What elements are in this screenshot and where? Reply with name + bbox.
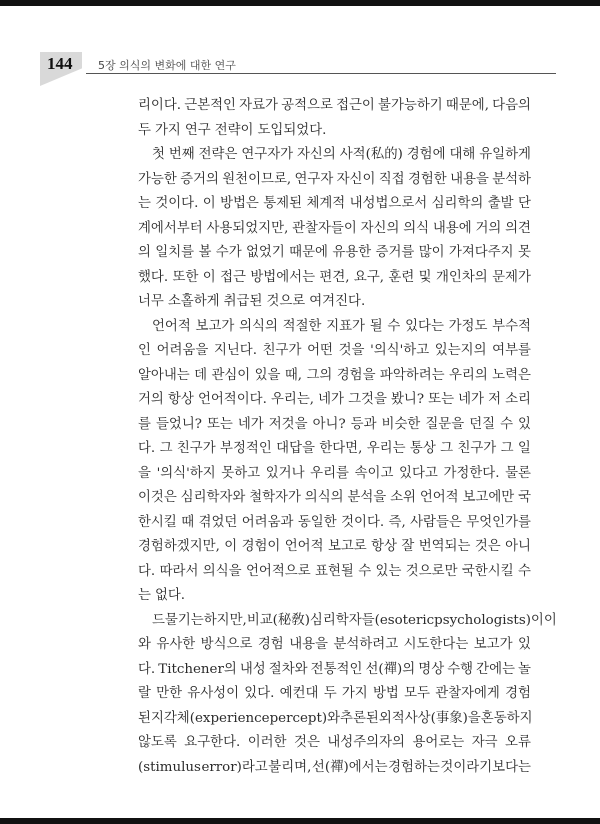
word: 연구자 (294, 171, 334, 187)
word: 근본적인 (184, 98, 236, 113)
word: 겪었던 (198, 514, 238, 530)
word: 사상(事象)을 (404, 710, 481, 726)
word: 있다는 (405, 318, 444, 334)
word: 한시킬 (138, 514, 177, 530)
word: 단 (518, 196, 531, 211)
word: 물론 (505, 465, 531, 481)
word: 저것을 (268, 416, 308, 432)
word: 원천이므로, (222, 171, 292, 187)
word: 접근이 (336, 98, 375, 113)
word: 이것은 (138, 490, 177, 505)
text-line (138, 609, 557, 634)
word: 사적(私的) (339, 147, 403, 162)
word: 가져다주지 (448, 245, 514, 260)
word: 유용한 (332, 245, 372, 260)
word: 사용되었지만, (206, 220, 289, 236)
word: 이 (224, 539, 238, 554)
word: 것을 (338, 343, 365, 358)
word: 놀 (518, 661, 531, 677)
word: 못 (517, 245, 531, 260)
text-line (138, 486, 531, 511)
word: 분석하려고 (333, 637, 399, 652)
word: 된 (138, 710, 151, 726)
top-border (0, 0, 600, 6)
word: 대답을 (276, 441, 315, 456)
word: 시도한다는 (403, 637, 469, 652)
word: 언어적 (419, 490, 459, 505)
text-line (138, 217, 531, 242)
text-line (138, 682, 531, 707)
word: 방법 (372, 686, 399, 701)
word: 자신의 (297, 147, 336, 162)
word: 명상 (418, 661, 445, 677)
text-line (138, 119, 531, 144)
word: 방식으로 (200, 637, 253, 652)
bottom-border (0, 818, 600, 824)
word: 의식의 (304, 490, 344, 505)
word: 어려움과 (241, 514, 294, 530)
word: error)라고 (201, 759, 268, 775)
text-line (138, 192, 531, 217)
text-line (138, 731, 531, 756)
word: 내성주의자의 (327, 735, 405, 750)
word: 유사성이 (187, 686, 240, 701)
word: 것이라기보다는 (440, 759, 531, 775)
word: 모두 (404, 686, 430, 701)
word: 요구, (353, 269, 385, 285)
word: 그의 (306, 367, 333, 383)
word: 있다. (244, 686, 275, 701)
word: 절차와 (268, 661, 308, 677)
word: 전략이 (214, 122, 254, 138)
word: 소리 (505, 392, 531, 407)
word: 언어적 (284, 539, 324, 554)
word: 자신이 (336, 171, 376, 187)
word: 많이 (418, 245, 445, 260)
word: 아니 (505, 539, 531, 554)
text-line (138, 364, 531, 389)
word: 내용에 (432, 220, 472, 236)
word: 봤니? (391, 392, 425, 407)
word: 두 (323, 686, 337, 701)
word: 적절한 (282, 318, 322, 334)
word: 여부를 (492, 343, 531, 358)
word: 등과 (350, 416, 377, 432)
word: 경험이 (241, 539, 281, 554)
word: 볼 (198, 245, 212, 260)
word: 증거의 (180, 171, 219, 187)
word: 오류 (505, 735, 531, 750)
text-line (138, 290, 531, 315)
word: 될 (369, 318, 383, 334)
word: 없었기 (246, 245, 285, 260)
word: 부정적인 (220, 441, 272, 456)
word: 자신의 (360, 220, 400, 236)
word: 유일하게 (479, 147, 531, 162)
word: 수가 (215, 245, 242, 260)
word: '의식'하지 (156, 465, 216, 481)
word: 친구가 (262, 343, 302, 358)
word: 를 (138, 416, 151, 432)
word: 통제된 (263, 196, 303, 211)
word: 때문에 (289, 245, 328, 260)
word: 어떤 (307, 343, 333, 358)
word: 데 (194, 367, 208, 383)
word: 경험 (257, 637, 284, 652)
word: 다. (138, 563, 156, 579)
word: 직접 (378, 171, 405, 187)
word: 네가 (318, 392, 344, 407)
word: 소위 (390, 490, 416, 505)
word: 가능한 (138, 171, 177, 187)
word: 출발 (487, 196, 514, 211)
word: 대해 (449, 147, 476, 162)
word: 훈련 (388, 269, 415, 285)
word: 던질 (469, 416, 496, 432)
word: 국한시킬 (461, 563, 514, 579)
word: 수 (500, 416, 514, 432)
word: 우리는, (270, 392, 315, 407)
word: 의식의 (239, 318, 278, 334)
word: 노력은 (492, 367, 531, 383)
text-line (138, 315, 531, 340)
word: 무엇인가를 (466, 514, 531, 530)
word: 수 (358, 563, 372, 579)
word: 있 (518, 637, 531, 652)
text-line (138, 241, 531, 266)
word: 가지 (154, 122, 181, 138)
word: 의식을 (202, 563, 242, 579)
word: 도입되었다. (257, 122, 327, 138)
word: 심리학의 (431, 196, 484, 211)
word: 보고가 (473, 637, 513, 652)
word: 것이다. (341, 514, 385, 530)
word: 두 (138, 122, 151, 138)
word: 가정도 (448, 318, 488, 334)
word: 방법은 (220, 196, 259, 211)
word: (stimulus (138, 759, 201, 775)
word: 있는지의 (434, 343, 487, 358)
word: 다. (138, 661, 156, 677)
word: 만한 (156, 686, 183, 701)
word: 자극 (471, 735, 498, 750)
word: 수행 (447, 661, 474, 677)
word: 속이고 (354, 465, 394, 481)
word: 못하고 (221, 465, 261, 481)
word: 의견 (505, 220, 531, 236)
word: 지각체(experience (150, 710, 270, 726)
word: 편견, (319, 269, 350, 285)
word: 개인차의 (435, 269, 488, 285)
word: 경험 (505, 686, 531, 701)
word: 관심이 (211, 367, 251, 383)
word: 연구자가 (241, 147, 294, 162)
word: 번째 (168, 147, 195, 162)
text-line (138, 756, 531, 781)
word: 했다. (138, 269, 169, 285)
word: 부수적 (492, 318, 531, 334)
text-line (138, 658, 531, 683)
word: 파악하려는 (379, 367, 445, 383)
word: 내성법으로서 (349, 196, 428, 211)
word: 수 (387, 318, 401, 334)
word: 불리며, (268, 759, 312, 775)
word: 랄 (138, 686, 151, 701)
word: 분석하 (492, 171, 531, 187)
running-head: 5장 의식의 변화에 대한 연구 (98, 59, 236, 72)
text-line (138, 94, 531, 119)
word: 선(禪)의 (365, 661, 416, 677)
word: 불가능하기 (378, 98, 443, 113)
text-line (138, 511, 531, 536)
text-line (138, 266, 531, 291)
word: 그것을 (348, 392, 387, 407)
body-text (138, 94, 557, 780)
word: 있거나 (265, 465, 305, 481)
word: 저 (488, 392, 502, 407)
text-line (138, 462, 531, 487)
word: 여겨진다. (309, 294, 366, 309)
word: 혼동하지 (480, 710, 533, 726)
word: 리이다. (138, 98, 182, 113)
word: Titchener의 (158, 661, 237, 677)
word: 거의 (138, 392, 164, 407)
word: 하지만, (203, 612, 247, 628)
word: 국 (518, 490, 531, 505)
word: 지닌다. (213, 343, 257, 358)
word: 의 (138, 245, 151, 260)
word: 이 (202, 269, 216, 285)
word: 철학자가 (249, 490, 301, 505)
word: 간에는 (476, 661, 515, 677)
word: 경험을 (336, 367, 376, 383)
word: 및 (418, 269, 432, 285)
word: 심리학자들(esoteric (309, 612, 435, 628)
word: 경험하겠지만, (138, 539, 220, 554)
word: 언어적으로 (245, 563, 311, 579)
word: 경험에 (406, 147, 446, 162)
word: 유사한 (156, 637, 196, 652)
word: 문제가 (492, 269, 531, 285)
word: 알아내는 (138, 367, 190, 383)
word: 비슷한 (381, 416, 421, 432)
word: 들었니? (155, 416, 202, 432)
word: 보고가 (195, 318, 235, 334)
word: 언어적 (152, 318, 191, 334)
word: 통상 (409, 441, 436, 456)
word: 표현될 (315, 563, 354, 579)
word: 일치를 (155, 245, 195, 260)
word: 이 (202, 196, 216, 211)
word: 있 (518, 416, 531, 432)
word: 네가 (458, 392, 484, 407)
word: 이러한 (247, 735, 287, 750)
word: 접근 (220, 269, 246, 285)
word: 전략은 (198, 147, 238, 162)
word: 경험한 (407, 171, 447, 187)
word: 번역되는 (418, 539, 471, 554)
word: 것으로만 (405, 563, 458, 579)
text-line (138, 413, 531, 438)
text-line (138, 143, 531, 168)
word: 내성 (239, 661, 266, 677)
word: 때문에, (445, 98, 489, 113)
word: 또는 (428, 392, 455, 407)
word: 것은 (294, 735, 320, 750)
word: 이 (543, 612, 557, 628)
word: 네가 (237, 416, 264, 432)
word: 심리학자와 (180, 490, 246, 505)
word: percept)와 (269, 710, 341, 726)
header-rule (86, 73, 556, 74)
word: 분석을 (347, 490, 387, 505)
word: 친구가 (457, 441, 497, 456)
word: 증거를 (375, 245, 415, 260)
word: 항상 (167, 392, 194, 407)
word: 는 (138, 588, 151, 603)
word: '의식'하고 (370, 343, 430, 358)
word: 항상 (371, 539, 397, 554)
word: 그 (440, 441, 454, 456)
word: 자료가 (239, 98, 278, 113)
text-line (138, 168, 531, 193)
word: 따라서 (159, 563, 199, 579)
word: 소홀하게 (167, 294, 220, 309)
word: 있는 (375, 563, 402, 579)
text-line (138, 535, 531, 560)
word: 내용을 (450, 171, 489, 187)
word: 어려움을 (156, 343, 209, 358)
word: 보고에만 (462, 490, 515, 505)
word: 때 (181, 514, 195, 530)
word: 잘 (401, 539, 415, 554)
word: 선(禪)에서는 (311, 759, 388, 775)
word: 취급된 (223, 294, 263, 309)
word: 연구 (184, 122, 211, 138)
word: 한다면, (319, 441, 363, 456)
word: 없다. (154, 588, 186, 603)
page-number: 144 (47, 54, 73, 73)
word: 방법에서는 (250, 269, 316, 285)
word: 일 (517, 441, 531, 456)
word: 또한 (172, 269, 199, 285)
word: 다. (138, 441, 156, 456)
word: 거의 (475, 220, 502, 236)
word: 우리의 (448, 367, 488, 383)
word: 있다고 (399, 465, 438, 481)
word: 것은 (474, 539, 501, 554)
word: 경험하는 (388, 759, 440, 775)
word: 다음의 (492, 98, 531, 113)
word: 사람들은 (410, 514, 462, 530)
word: 계에서부터 (138, 220, 203, 236)
word: 그 (159, 441, 173, 456)
word: 관찰자들이 (292, 220, 357, 236)
word: 전통적인 (310, 661, 363, 677)
word: 외적 (378, 710, 405, 726)
word: 질문을 (425, 416, 465, 432)
word: 아니? (312, 416, 346, 432)
word: 비교(秘敎) (246, 612, 310, 628)
word: 요구한다. (184, 735, 241, 750)
word: 예컨대 (279, 686, 319, 701)
word: 관찰자에게 (435, 686, 500, 701)
word: 때, (284, 367, 303, 383)
word: 내용을 (289, 637, 328, 652)
word: 우리를 (310, 465, 349, 481)
word: 있을 (254, 367, 281, 383)
word: 언어적이다. (197, 392, 267, 407)
word: 것이다. (155, 196, 199, 211)
word: 즉, (388, 514, 406, 530)
word: 우리는 (366, 441, 406, 456)
text-line (138, 584, 531, 609)
word: 또는 (206, 416, 233, 432)
word: 의식 (403, 220, 430, 236)
text-line (138, 388, 531, 413)
word: 와 (138, 637, 151, 652)
text-line (138, 707, 531, 732)
word: 동일한 (297, 514, 337, 530)
word: 체계적 (306, 196, 346, 211)
word: 인 (138, 343, 151, 358)
word: 너무 (138, 294, 164, 309)
word: 용어로는 (412, 735, 465, 750)
text-line (138, 339, 531, 364)
text-line (138, 560, 531, 585)
word: 가지 (341, 686, 368, 701)
word: 는 (138, 196, 151, 211)
word: 그 (500, 441, 514, 456)
word: 첫 (152, 147, 165, 162)
word: 보고로 (327, 539, 367, 554)
word: 드물기는 (152, 612, 204, 628)
word: 않도록 (138, 735, 177, 750)
word: 추론된 (340, 710, 379, 726)
word: 가정한다. (443, 465, 500, 481)
word: 것으로 (266, 294, 306, 309)
text-line (138, 437, 531, 462)
text-line (138, 633, 531, 658)
word: 수 (518, 563, 531, 579)
word: 지표가 (326, 318, 365, 334)
word: 공적으로 (281, 98, 333, 113)
word: psychologists)이 (434, 612, 544, 628)
word: 을 (138, 465, 151, 481)
word: 친구가 (176, 441, 216, 456)
